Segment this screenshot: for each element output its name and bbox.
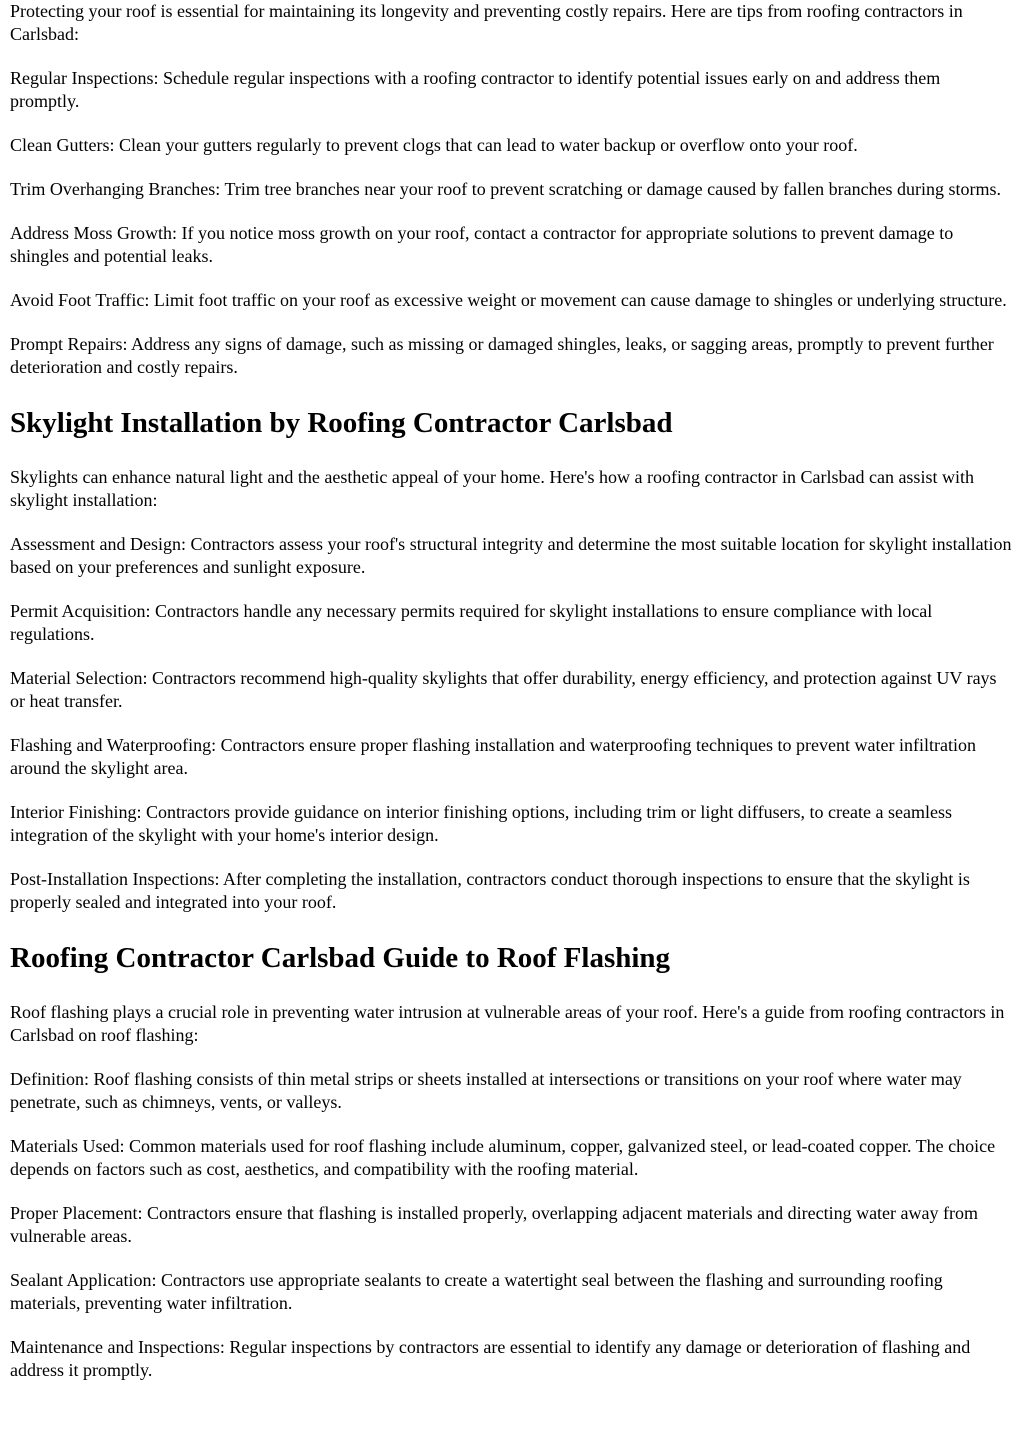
skylight-post-inspection: Post-Installation Inspections: After completing the installation, contractors conduct thorough inspections to ensure that the skylight is properly sealed and integrated into your roof. [10, 869, 970, 912]
tip-moss-growth: Address Moss Growth: If you notice moss growth on your roof, contact a contractor for appropriate solutions to prevent damage to shingles and potential leaks. [10, 223, 954, 266]
skylight-assessment: Assessment and Design: Contractors assess your roof's structural integrity and determine the most suitable location for skylight installation based on your preferences and sunlight exposure. [10, 534, 1012, 577]
tip-clean-gutters: Clean Gutters: Clean your gutters regularly to prevent clogs that can lead to water backup or overflow onto your roof. [10, 135, 858, 155]
skylight-section [10, 405, 1014, 914]
flashing-placement: Proper Placement: Contractors ensure that flashing is installed properly, overlapping adjacent materials and directing water away from vulnerable areas. [10, 1203, 979, 1246]
skylight-intro-paragraph: Skylights can enhance natural light and the aesthetic appeal of your home. Here's how a roofing contractor in Carlsbad can assist with skylight installation: [10, 467, 974, 510]
tip-trim-branches: Trim Overhanging Branches: Trim tree branches near your roof to prevent scratching or damage caused by fallen branches during storms. [10, 179, 1002, 199]
flashing-heading: Roofing Contractor Carlsbad Guide to Roof Flashing [10, 942, 671, 974]
skylight-material: Material Selection: Contractors recommend high-quality skylights that offer durability, energy efficiency, and protection against UV rays or heat transfer. [10, 668, 997, 711]
flashing-maintenance: Maintenance and Inspections: Regular inspections by contractors are essential to identify any damage or deterioration of flashing and address it promptly. [10, 1337, 971, 1380]
skylight-flashing: Flashing and Waterproofing: Contractors ensure proper flashing installation and waterproofing techniques to prevent water infiltration around the skylight area. [10, 735, 976, 778]
flashing-sealant: Sealant Application: Contractors use appropriate sealants to create a watertight seal between the flashing and surrounding roofing materials, preventing water infiltration. [10, 1270, 943, 1313]
tip-foot-traffic: Avoid Foot Traffic: Limit foot traffic on your roof as excessive weight or movement can cause damage to shingles or underlying structure. [10, 290, 1007, 310]
skylight-permit: Permit Acquisition: Contractors handle any necessary permits required for skylight installations to ensure compliance with local regulations. [10, 601, 933, 644]
flashing-definition: Definition: Roof flashing consists of thin metal strips or sheets installed at intersections or transitions on your roof where water may penetrate, such as chimneys, vents, or valleys. [10, 1069, 962, 1112]
intro-paragraph: Protecting your roof is essential for maintaining its longevity and preventing costly repairs. Here are tips from roofing contractors in Carlsbad: [10, 1, 963, 44]
tip-prompt-repairs: Prompt Repairs: Address any signs of damage, such as missing or damaged shingles, leaks, or sagging areas, promptly to prevent further deterioration and costly repairs. [10, 334, 994, 377]
flashing-intro-paragraph: Roof flashing plays a crucial role in preventing water intrusion at vulnerable areas of your roof. Here's a guide from roofing contractors in Carlsbad on roof flashing: [10, 1002, 1005, 1045]
roof-flashing-section [10, 940, 1014, 1382]
skylight-heading: Skylight Installation by Roofing Contractor Carlsbad [10, 407, 673, 439]
tip-regular-inspections: Regular Inspections: Schedule regular inspections with a roofing contractor to identify potential issues early on and address them promptly. [10, 68, 941, 111]
skylight-interior: Interior Finishing: Contractors provide guidance on interior finishing options, including trim or light diffusers, to create a seamless integration of the skylight with your home's interior design. [10, 802, 952, 845]
roof-protection-tips-section [10, 0, 1014, 379]
flashing-materials: Materials Used: Common materials used for roof flashing include aluminum, copper, galvanized steel, or lead-coated copper. The choice depends on factors such as cost, aesthetics, and compatibility with the roofing material. [10, 1136, 996, 1179]
